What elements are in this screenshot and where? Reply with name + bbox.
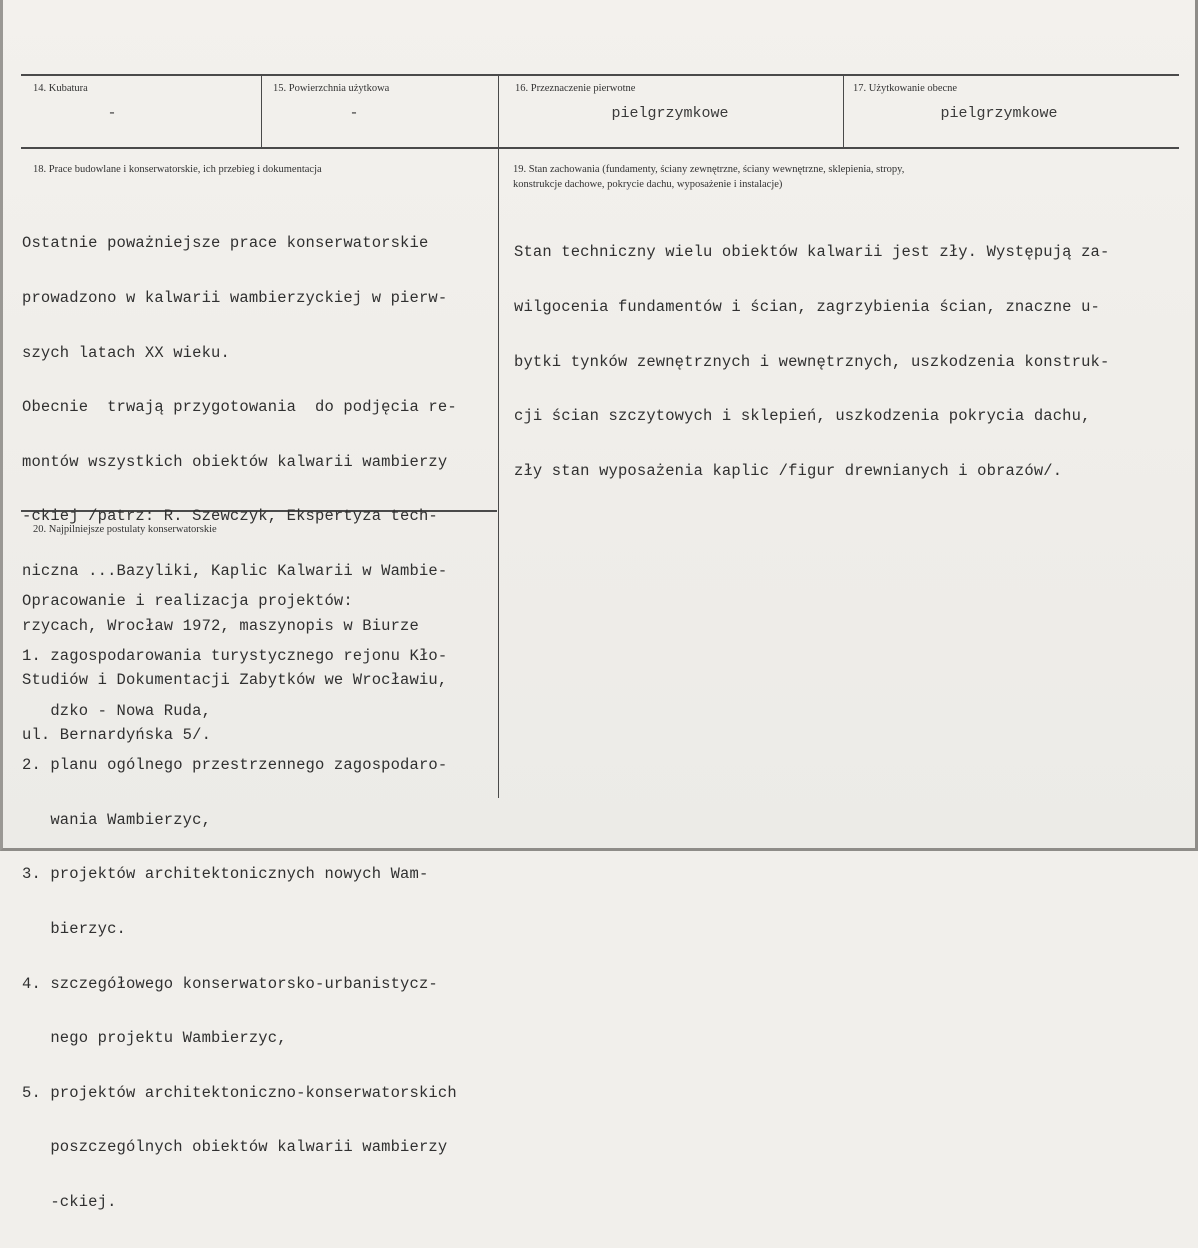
postulaty-text	[22, 556, 457, 1248]
stan-label-line2: konstrukcje dachowe, pokrycie dachu, wyposażenie i instalacje)	[513, 179, 783, 190]
przeznaczenie-value: pielgrzymkowe	[611, 105, 729, 122]
stan-text	[514, 207, 1109, 516]
text-line: ul. Bernardyńska 5/.	[22, 725, 212, 744]
row-divider	[21, 147, 1179, 149]
col-divider-2	[498, 75, 499, 798]
uzytkowanie-label: 17. Użytkowanie obecne	[853, 83, 958, 94]
text-line: rzycach, Wrocław 1972, maszynopis w Biurze	[22, 616, 419, 635]
text-line: nego projektu Wambierzyc,	[22, 1029, 287, 1048]
text-line: szych latach XX wieku.	[22, 343, 230, 362]
text-line: bierzyc.	[22, 919, 126, 938]
text-line: 5. projektów architektoniczno-konserwatorskich	[22, 1083, 457, 1102]
text-line: prowadzono w kalwarii wambierzyckiej w pierw-	[22, 289, 448, 307]
text-line: Ostatnie poważniejsze prace konserwatorskie	[22, 234, 429, 253]
col-divider-3	[843, 75, 844, 148]
prace-label: 18. Prace budowlane i konserwatorskie, ich przebieg i dokumentacja	[33, 164, 322, 175]
text-line: Opracowanie i realizacja projektów:	[22, 592, 353, 611]
text-line: Studiów i Dokumentacji Zabytków we Wrocławiu,	[22, 671, 448, 690]
text-line: 3. projektów architektonicznych nowych Wam-	[22, 865, 429, 884]
text-line: Obecnie trwają przygotowania do podjęcia re-	[22, 398, 457, 417]
postulaty-label: 20. Najpilniejsze postulaty konserwatorskie	[33, 524, 217, 535]
uzytkowanie-value: pielgrzymkowe	[940, 105, 1058, 122]
text-line: -ckiej.	[22, 1192, 117, 1211]
text-line: wania Wambierzyc,	[22, 810, 212, 829]
top-rule	[21, 74, 1179, 76]
powierzchnia-value: -	[349, 105, 359, 122]
text-line: 4. szczegółowego konserwatorsko-urbanistycz-	[22, 974, 438, 993]
text-line: bytki tynków zewnętrznych i wewnętrznych, uszkodzenia konstruk-	[514, 352, 1110, 371]
text-line: cji ścian szczytowych i sklepień, uszkodzenia pokrycia dachu,	[514, 407, 1091, 426]
text-line: poszczególnych obiektów kalwarii wambierzy	[22, 1138, 448, 1157]
text-line: wilgocenia fundamentów i ścian, zagrzybienia ścian, znaczne u-	[514, 298, 1100, 316]
kubatura-label: 14. Kubatura	[33, 83, 88, 94]
stan-label-line1: 19. Stan zachowania (fundamenty, ściany zewnętrzne, ściany wewnętrzne, sklepienia, stropy,	[513, 164, 905, 175]
kubatura-value: -	[107, 105, 117, 122]
text-line: montów wszystkich obiektów kalwarii wambierzy	[22, 452, 448, 471]
text-line: -ckiej /patrz: R. Szewczyk, Ekspertyza tech-	[22, 507, 438, 526]
col-divider-1	[261, 75, 262, 148]
text-line: zły stan wyposażenia kaplic /figur drewnianych i obrazów/.	[514, 461, 1063, 480]
text-line: 1. zagospodarowania turystycznego rejonu Kło-	[22, 647, 448, 665]
text-line: Stan techniczny wielu obiektów kalwarii jest zły. Występują za-	[514, 243, 1110, 262]
text-line: 2. planu ogólnego przestrzennego zagospodaro-	[22, 756, 448, 775]
text-line: dzko - Nowa Ruda,	[22, 701, 212, 720]
text-line: niczna ...Bazyliki, Kaplic Kalwarii w Wambie-	[22, 561, 448, 580]
przeznaczenie-label: 16. Przeznaczenie pierwotne	[515, 83, 636, 94]
powierzchnia-label: 15. Powierzchnia użytkowa	[273, 83, 390, 94]
